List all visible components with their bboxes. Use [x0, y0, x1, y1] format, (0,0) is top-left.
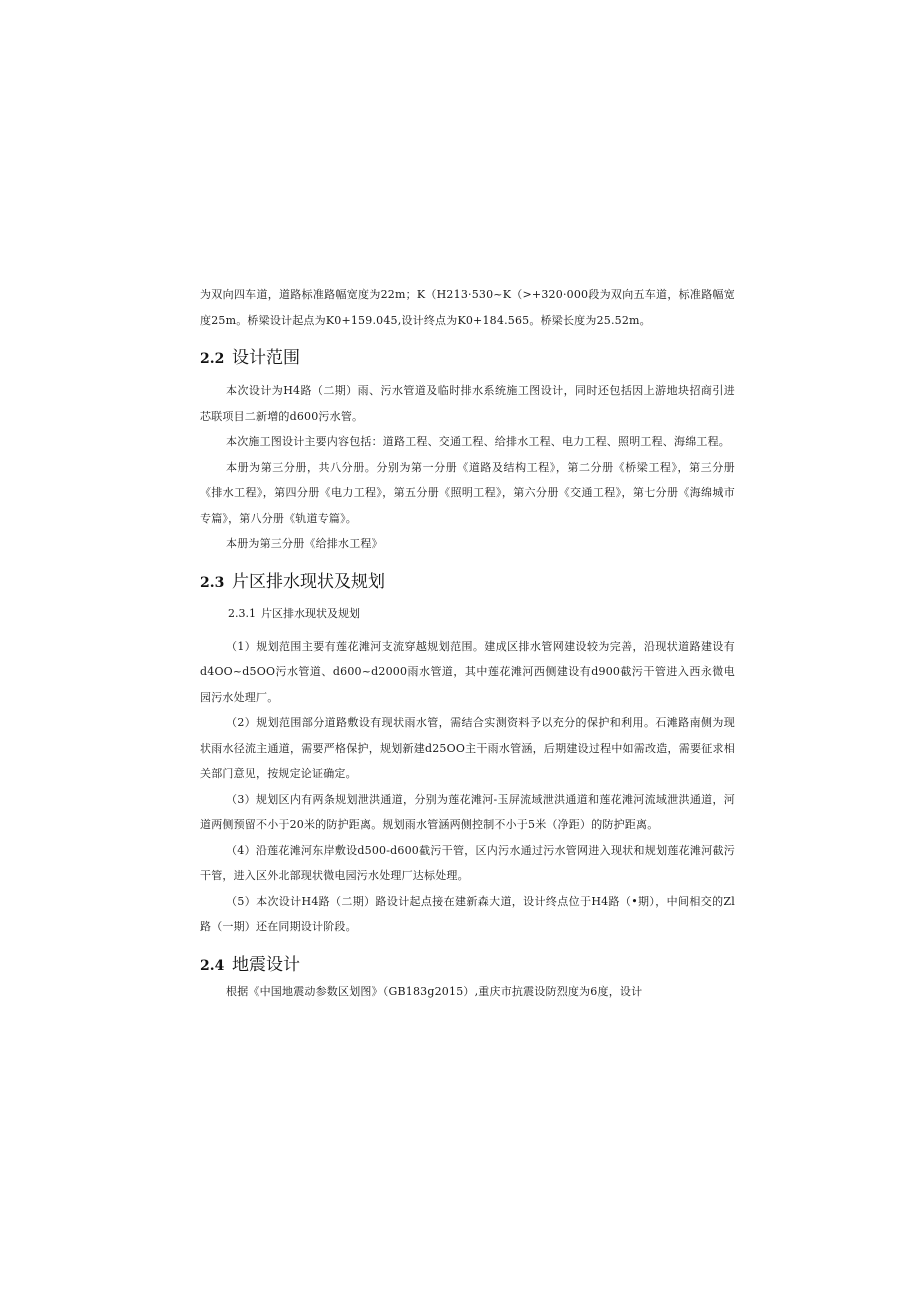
subsection-number: 2.3.1	[228, 606, 256, 620]
paragraph: 本册为第三分册《给排水工程》	[226, 537, 383, 550]
section-number: 2.4	[200, 957, 225, 974]
subsection-heading-2-3-1	[200, 602, 735, 626]
list-paragraph-1: （1）规划范围主要有莲花滩河支流穿越规划范围。建成区排水管网建设较为完善，沿现状道路建设有d4OO~d5OO污水管道、d600~d2000雨水管道，其中莲花滩河西侧建设有d900截污干管进入西永微电园污水处理厂。	[200, 639, 735, 704]
section-title: 片区排水现状及规划	[232, 571, 385, 592]
list-paragraph-2: （2）规划范围部分道路敷设有现状雨水管，需结合实测资料予以充分的保护和利用。石滩路南侧为现状雨水径流主通道，需要严格保护，规划新建d25OO主干雨水管涵，后期建设过程中如需改造，需要征求相关部门意见，按规定论证确定。	[200, 716, 735, 780]
paragraph: 本册为第三分册，共八分册。分别为第一分册《道路及结构工程》，第二分册《桥梁工程》，第三分册《排水工程》，第四分册《电力工程》，第五分册《照明工程》，第六分册《交通工程》，第七分册《海绵城市专篇》，第八分册《轨道专篇》。	[200, 460, 735, 525]
list-paragraph-4: （4）沿莲花滩河东岸敷设d500-d600截污干管，区内污水通过污水管网进入现状和规划莲花滩河截污干管，进入区外北部现状微电园污水处理厂达标处理。	[200, 843, 735, 882]
section-heading-2-3	[200, 569, 735, 596]
document-body	[200, 282, 735, 1004]
list-paragraph-5: （5）本次设计H4路（二期）路设计起点接在建新森大道，设计终点位于H4路（•期），中间相交的Zl路（一期）还在同期设计阶段。	[200, 894, 735, 933]
intro-paragraph: 为双向四车道，道路标准路幅宽度为22m；K（H213·530~K（>+320·000段为双向五车道，标准路幅宽度25m。桥梁设计起点为K0+159.045,设计终点为K0+184.565。桥梁长度为25.52m。	[200, 288, 735, 327]
section-heading-2-2	[200, 345, 735, 372]
section-title: 设计范围	[232, 348, 300, 368]
subsection-title: 片区排水现状及规划	[261, 606, 360, 620]
section-title: 地震设计	[232, 954, 300, 975]
section-heading-2-4	[200, 952, 735, 979]
paragraph: 本次施工图设计主要内容包括：道路工程、交通工程、给排水工程、电力工程、照明工程、海绵工程。	[226, 435, 730, 448]
paragraph: 根据《中国地震动参数区划图》（GB183g2015）,重庆市抗震设防烈度为6度，设计	[226, 984, 643, 998]
section-number: 2.3	[200, 574, 225, 591]
section-number: 2.2	[200, 351, 225, 367]
paragraph: 本次设计为H4路（二期）雨、污水管道及临时排水系统施工图设计，同时还包括因上游地块招商引进芯联项目二新增的d600污水管。	[200, 384, 735, 423]
list-paragraph-3: （3）规划区内有两条规划泄洪通道，分别为莲花滩河-玉屏流域泄洪通道和莲花滩河流域泄洪通道，河道两侧预留不小于20米的防护距离。规划雨水管涵两侧控制不小于5米（净距）的防护距离。	[200, 792, 735, 831]
